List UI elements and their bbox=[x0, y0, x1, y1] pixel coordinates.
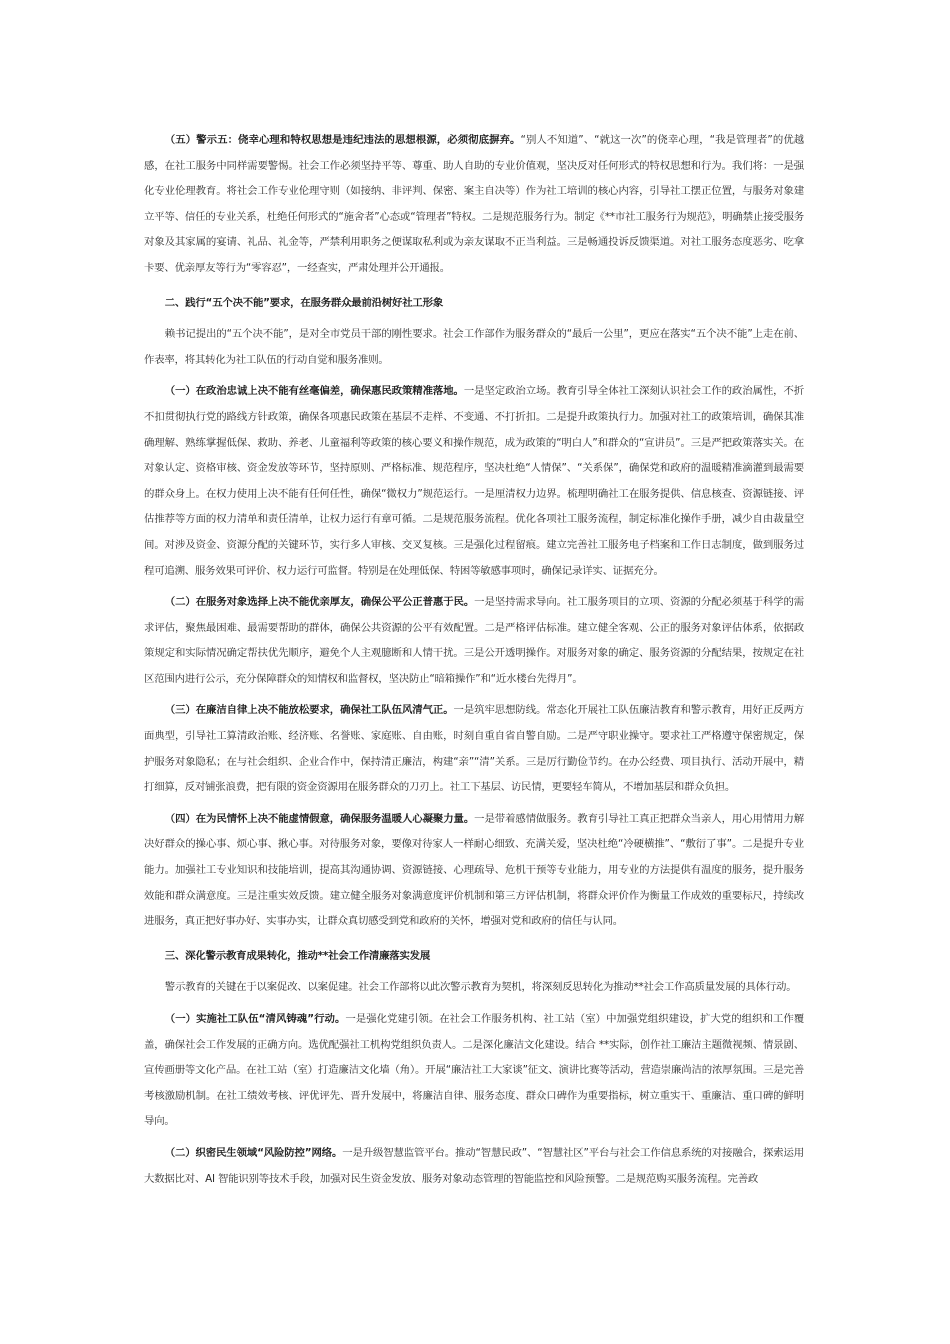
paragraph-text: 一是坚定政治立场。教育引导全体社工深刻认识社会工作的政治属性，不折不扣贯彻执行党的路线方针政策，确保各项惠民政策在基层不走样、不变通、不打折扣。二是提升政策执行力。加强对社工的政策培训，确保其准确理解、熟练掌握低保、救助、养老、儿童福利等政策的核心要义和操作规范，成为政策的“明白人”和群众的“宣讲员”。三是严把政策落实关。在对象认定、资格审核、资金发放等环节，坚持原则、严格标准、规范程序，坚决杜绝“人情保”、“关系保”，确保党和政府的温暖精准滴灌到最需要的群众身上。在权力使用上决不能有任何任性，确保“微权力”规范运行。一是厘清权力边界。梳理明确社工在服务提供、信息核查、资源链接、评估推荐等方面的权力清单和责任清单，让权力运行有章可循。二是规范服务流程。优化各项社工服务流程，制定标准化操作手册，减少自由裁量空间。对涉及资金、资源分配的关键环节，实行多人审核、交叉复核。三是强化过程留痕。建立完善社工服务电子档案和工作日志制度，做到服务过程可追溯、服务效果可评价、权力运行可监督。特别是在处理低保、特困等敏感事项时，确保记录详实、证据充分。 bbox=[144, 385, 804, 577]
paragraph-text: “别人不知道”、“就这一次”的侥幸心理，“我是管理者”的优越感，在社工服务中同样需要警惕。社会工作必须坚持平等、尊重、助人自助的专业价值观，坚决反对任何形式的特权思想和行为。我们将：一是强化专业伦理教育。将社会工作专业伦理守则（如接纳、非评判、保密、案主自决等）作为社工培训的核心内容，引导社工摆正位置，与服务对象建立平等、信任的专业关系，杜绝任何形式的“施舍者”心态或“管理者”特权。二是规范服务行为。制定《**市社工服务行为规范》，明确禁止接受服务对象及其家属的宴请、礼品、礼金等，严禁利用职务之便谋取私利或为亲友谋取不正当利益。三是畅通投诉反馈渠道。对社工服务态度恶劣、吃拿卡要、优亲厚友等行为“零容忍”，一经查实，严肃处理并公开通报。 bbox=[144, 134, 805, 274]
paragraph-text: 一是升级智慧监管平台。推动“智慧民政”、“智慧社区”平台与社会工作信息系统的对接融合，探索运用大数据比对、AI 智能识别等技术手段，加强对民生资金发放、服务对象动态管理的智能监控和风险预警。二是规范购买服务流程。完善政 bbox=[144, 1146, 804, 1185]
paragraph-people-care bbox=[144, 807, 804, 935]
paragraph-lead: （一）实施社工队伍“清风铸魂”行动。 bbox=[164, 1013, 346, 1025]
paragraph-lead: （五）警示五：侥幸心理和特权思想是违纪违法的思想根源，必须彻底摒弃。 bbox=[164, 134, 521, 146]
paragraph-lead: （二）在服务对象选择上决不能优亲厚友，确保公平公正普惠于民。 bbox=[164, 596, 475, 609]
paragraph-lead: （四）在为民情怀上决不能虚情假意，确保服务温暖人心凝聚力量。 bbox=[164, 812, 475, 825]
paragraph-clean-wind-action bbox=[144, 1007, 804, 1135]
section-heading-3: 三、深化警示教育成果转化，推动**社会工作清廉落实发展 bbox=[164, 949, 431, 962]
paragraph-text: 一是带着感情做服务。教育引导社工真正把群众当亲人，用心用情用力解决好群众的操心事、烦心事、揪心事。对待服务对象，要像对待家人一样耐心细致、充满关爱，坚决杜绝“冷硬横推”、“敷衍了事”。二是提升专业能力。加强社工专业知识和技能培训，提高其沟通协调、资源链接、心理疏导、危机干预等专业能力，用专业的方法提供有温度的服务，提升服务效能和群众满意度。三是注重实效反馈。建立健全服务对象满意度评价机制和第三方评估机制，将群众评价作为衡量工作成效的重要标尺，持续改进服务，真正把好事办好、实事办实，让群众真切感受到党和政府的关怀，增强对党和政府的信任与认同。 bbox=[144, 812, 804, 928]
section-heading-2: 二、践行“五个决不能”要求，在服务群众最前沿树好社工形象 bbox=[164, 296, 444, 309]
paragraph-text: 一是强化党建引领。在社会工作服务机构、社工站（室）中加强党组织建设，扩大党的组织和工作覆盖，确保社会工作发展的正确方向。选优配强社工机构党组织负责人。二是深化廉洁文化建设。结合 **实际，创作社工廉洁主题微视频、情景剧、宣传画册等文化产品。在社工站（室）打造廉洁文化墙（角）。开展“廉洁社工大家谈”征文、演讲比赛等活动，营造崇廉尚洁的浓厚氛围。三是完善考核激励机制。在社工绩效考核、评优评先、晋升发展中，将廉洁自律、服务态度、群众口碑作为重要指标，树立重实干、重廉洁、重口碑的鲜明导向。 bbox=[144, 1013, 804, 1128]
paragraph-integrity bbox=[144, 698, 804, 800]
paragraph-risk-control bbox=[144, 1141, 804, 1192]
paragraph-text: 一是筑牢思想防线。常态化开展社工队伍廉洁教育和警示教育，用好正反两方面典型，引导社工算清政治账、经济账、名誉账、家庭账、自由账，时刻自重自省自警自励。二是严守职业操守。要求社工严格遵守保密规定，保护服务对象隐私；在与社会组织、企业合作中，保持清正廉洁，构建“亲”“清”关系。三是厉行勤俭节约。在办公经费、项目执行、活动开展中，精打细算，反对铺张浪费，把有限的资金资源用在服务群众的刀刃上。社工下基层、访民情，更要轻车简从，不增加基层和群众负担。 bbox=[144, 704, 804, 794]
paragraph-lead: （二）织密民生领域“风险防控”网络。 bbox=[164, 1146, 343, 1159]
paragraph-fairness bbox=[144, 590, 804, 692]
paragraph-intro-transformation: 警示教育的关键在于以案促改、以案促建。社会工作部将以此次警示教育为契机，将深刻反思转化为推动**社会工作高质量发展的具体行动。 bbox=[164, 981, 797, 994]
paragraph-text: 一是坚持需求导向。社工服务项目的立项、资源的分配必须基于科学的需求评估，聚焦最困难、最需要帮助的群体，确保公共资源的公平有效配置。二是严格评估标准。建立健全客观、公正的服务对象评估体系，依据政策规定和实际情况确定帮扶优先顺序，避免个人主观臆断和人情干扰。三是公开透明操作。对服务对象的确定、服务资源的分配结果，按规定在社区范围内进行公示，充分保障群众的知情权和监督权，坚决防止“暗箱操作”和“近水楼台先得月”。 bbox=[144, 596, 804, 685]
paragraph-lead: （三）在廉洁自律上决不能放松要求，确保社工队伍风清气正。 bbox=[164, 704, 454, 717]
paragraph-political-loyalty bbox=[144, 379, 804, 584]
document-body bbox=[144, 128, 804, 1192]
paragraph-lead: （一）在政治忠诚上决不能有丝毫偏差，确保惠民政策精准落地。 bbox=[164, 385, 464, 398]
paragraph-warning-five bbox=[144, 128, 804, 282]
paragraph-intro-five-musts: 赖书记提出的“五个决不能”，是对全市党员干部的刚性要求。社会工作部作为服务群众的“最后一公里”，更应在落实“五个决不能”上走在前、作表率，将其转化为社工队伍的行动自觉和服务准则。 bbox=[144, 328, 804, 366]
